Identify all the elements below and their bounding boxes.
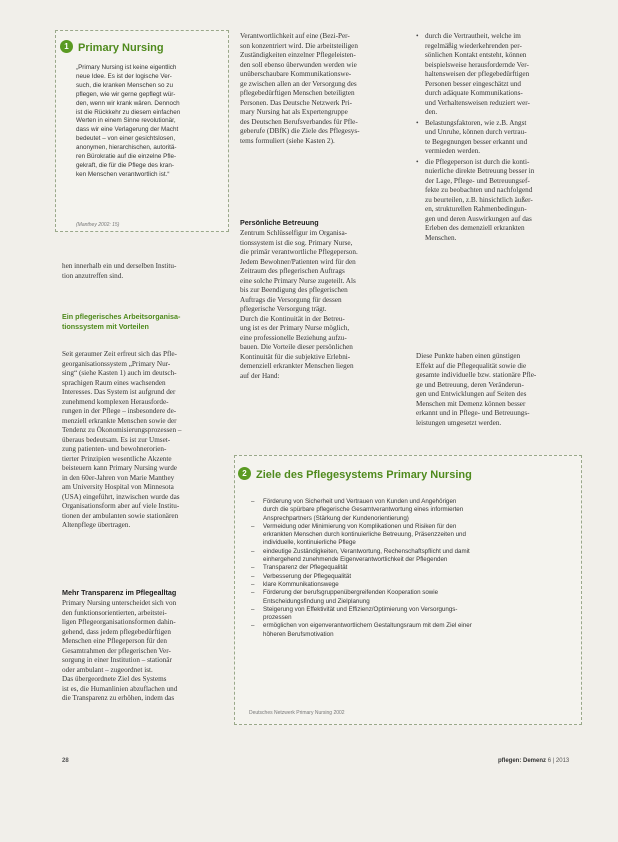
- col1-paragraph-2: Primary Nursing unterscheidet sich von den funktionsorientierten, arbeitstei- ligen Pflegeorganisationsformen dahin- gehend, dass jedem pflegebedürftigen Menschen eine Pflegeperson für den Gesamtrahmen der pflegerischen Ver- sorgung in einer Institution – stationär oder ambulant – zugeordnet ist. Das übergeordnete Ziel des Systems ist es, die Humanlinien abzuflachen und die Transparenz zu erhöhen, indem das: [62, 599, 178, 702]
- magazine-title: pflegen: Demenz: [498, 758, 547, 764]
- benefits-bullet-list: [416, 32, 592, 244]
- quote-source: (Manthey 2002: 15): [76, 222, 120, 228]
- goal-item: – Vermeidung oder Minimierung von Komplikationen und Risiken für den erkrankten Menschen durch kontinuierliche Betreuung, Präsenzzeiten und individuelle, kontinuierliche Pflege: [249, 523, 574, 548]
- box-quote: „Primary Nursing ist keine eigentlich neue Idee. Es ist der logische Ver- such, die kranken Menschen so zu pflegen, wie wir gerne gepflegt wür- den, wenn wir krank wären. Dennoch ist die Rückkehr zu diesem einfachen Werten in einem Sinne revolutionär, dass wir eine Verlagerung der Macht bedeutet – von einer gesichtslosen, anonymen, hierarchischen, autoritä- ren Bürokratie auf die einzelne Pfle- gekraft, die für die Pflege des kran- ken Menschen verantwortlich ist.“: [76, 64, 181, 178]
- section-heading-betreuung: Persönliche Betreuung: [240, 218, 319, 227]
- box-number-badge: 1: [60, 40, 73, 53]
- col3-paragraph: Diese Punkte haben einen günstigen Effekt auf die Pflegequalität sowie die gesamte individuelle bzw. stationäre Pfle- ge und Betreuung, deren Veränderun- gen und Entwicklungen auf Seiten des Menschen mit Demenz können besser erkannt und in Pflege- und Betreuungs- leistungen umgesetzt werden.: [416, 352, 537, 427]
- box-source: Deutsches Netzwerk Primary Nursing 2002: [249, 710, 345, 716]
- box-heading: [60, 38, 164, 56]
- goal-item: – Steigerung von Effektivität und Effizienz/Optimierung von Versorgungs- prozessen: [249, 606, 574, 623]
- col1-intro-text: hen innerhalb ein und derselben Institu- tion anzutreffen sind.: [62, 262, 177, 280]
- issue-label: 6 | 2013: [547, 758, 570, 764]
- bullet-item: • Belastungsfaktoren, wie z.B. Angst und Unruhe, können durch vertrau- te Begegnungen besser erkannt und vermieden werden.: [416, 119, 592, 157]
- goal-item: – Förderung der berufsgruppenübergreifenden Kooperation sowie Entscheidungsfindung und Zielplanung: [249, 589, 574, 606]
- section-heading-arbeitsorganisation: Ein pflegerisches Arbeitsorganisa- tionssystem mit Vorteilen: [62, 312, 181, 331]
- magazine-footer: [498, 758, 569, 764]
- goal-item: – Förderung von Sicherheit und Vertrauen von Kunden und Angehörigen durch die spürbare pflegerische Gesamtverantwortung eines informierten Ansprechpartners (Stärkung der Kundenorientierung): [249, 498, 574, 523]
- box-title: Ziele des Pflegesystems Primary Nursing: [256, 469, 472, 481]
- bullet-item: • durch die Vertrautheit, welche im regelmäßig wiederkehrenden per- sönlichen Kontakt entsteht, können beispielsweise herausfordernde Ver- haltensweisen der pflegebedürftigen Personen besser eingeschätzt und durch adäquate Kommunikations- und Verhaltensweisen reduziert wer- den.: [416, 32, 592, 118]
- section-heading-transparenz: Mehr Transparenz im Pflegealltag: [62, 588, 177, 597]
- info-box-ziele: [234, 455, 582, 725]
- col1-paragraph-1: Seit geraumer Zeit erfreut sich das Pfle- georganisationssystem „Primary Nur- sing“ (siehe Kasten 1) auch im deutsch- sprachigen Raum eines wachsenden Interesses. Das System ist aufgrund der zunehmend komplexen Herausforde- rungen in der Pflege – insbesondere de- menziell erkrankte Menschen sowie der Tendenz zu Ökonomisierungsprozessen – überaus bedeutsam. Es ist zur Umset- zung patienten- und bewohnerorien- tierter Prinzipien wesentliche Akzente beisteuern kann Primary Nursing wurde in den 60er-Jahren von Marie Manthey am University Hospital von Minnesota (USA) eingeführt, inzwischen wurde das Organisationsform aber auf viele Institu- tionen der ambulanten sowie stationären Altenpflege übertragen.: [62, 350, 182, 529]
- col2-paragraph-2: Zentrum Schlüsselfigur im Organisa- tionssystem ist die sog. Primary Nurse, die primär verantwortliche Pflegeperson. Jedem Bewohner/Patienten wird für den Zeitraum des pflegerischen Auftrags eine solche Primary Nurse zugeteilt. Als bis zur Beendigung des pflegerischen Auftrags die Versorgung für dessen pflegerische Versorgung trägt. Durch die Kontinuität in der Betreu- ung ist es der Primary Nurse möglich, eine professionelle Beziehung aufzu- bauen. Die Vorteile dieser persönlichen Kontinuität für die subjektive Erlebni- demenziell erkrankter Menschen liegen auf der Hand:: [240, 229, 358, 380]
- box-number-badge: 2: [238, 467, 251, 480]
- goal-item: – eindeutige Zuständigkeiten, Verantwortung, Rechenschaftspflicht und damit einhergehend zunehmende Eigenverantwortlichkeit der Pflegenden: [249, 548, 574, 565]
- page-number: 28: [62, 758, 69, 764]
- goal-item: – Transparenz der Pflegequalität: [249, 564, 574, 572]
- goal-item: – ermöglichen von eigenverantwortlichem Gestaltungsraum mit dem Ziel einer höheren Berufsmotivation: [249, 622, 574, 639]
- col2-paragraph-1: Verantwortlichkeit auf eine (Bezi-Per- son konzentriert wird. Die arbeitsteiligen Zuständigkeiten einzelner Pflegeleisten- den soll ebenso überwunden werden wie unüberschaubare Kommunikationswe- ge zwischen allen an der Versorgung des pflegebedürftigen Menschen beteiligten Personen. Das Deutsche Netzwerk Pri- mary Nursing hat als Expertengruppe des Deutschen Berufsverbandes für Pfle- geberufe (DBfK) die Ziele des Pflegesys- tems formuliert (siehe Kasten 2).: [240, 32, 360, 145]
- goals-list: [249, 498, 574, 639]
- bullet-item: • die Pflegeperson ist durch die konti- nuierliche direkte Betreuung besser in der Lage, Pflege- und Betreuungsef- fekte zu beobachten und nachfolgend zu beurteilen, z.B. hinsichtlich äußer- en, strukturellen Rahmenbedingun- gen und deren Auswirkungen auf das Erleben des demenziell erkrankten Menschen.: [416, 158, 592, 244]
- info-box-primary-nursing: [55, 30, 229, 232]
- goal-item: – klare Kommunikationswege: [249, 581, 574, 589]
- box-heading: [238, 465, 472, 483]
- box-title: Primary Nursing: [78, 42, 164, 54]
- goal-item: – Verbesserung der Pflegequalität: [249, 573, 574, 581]
